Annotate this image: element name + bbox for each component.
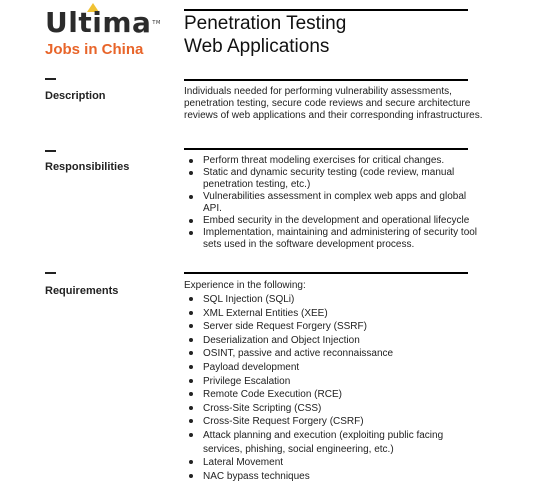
responsibilities-label: Responsibilities	[45, 161, 130, 173]
list-item: Perform threat modeling exercises for critical changes.	[184, 155, 484, 167]
list-item: SQL Injection (SQLi)	[184, 293, 484, 307]
list-item: Server side Request Forgery (SSRF)	[184, 320, 484, 334]
list-item: Payload development	[184, 361, 484, 375]
title-rule	[184, 9, 468, 11]
responsibilities-dash	[45, 150, 56, 152]
brand-tagline: Jobs in China	[45, 41, 144, 58]
responsibilities-rule	[184, 148, 468, 150]
list-item: Attack planning and execution (exploiting public facing services, phishing, social engineering, etc.)	[184, 429, 484, 456]
description-label: Description	[45, 90, 106, 102]
requirements-intro: Experience in the following:	[184, 280, 306, 291]
list-item: Privilege Escalation	[184, 375, 484, 389]
title-line-1: Penetration Testing	[184, 13, 347, 34]
list-item: XML External Entities (XEE)	[184, 307, 484, 321]
requirements-dash	[45, 272, 56, 274]
list-item: Vulnerabilities assessment in complex web apps and global API.	[184, 191, 484, 215]
title-line-2: Web Applications	[184, 36, 330, 57]
list-item: Cross-Site Request Forgery (CSRF)	[184, 415, 484, 429]
description-rule	[184, 79, 468, 81]
logo	[45, 7, 161, 39]
list-item: NAC bypass techniques	[184, 470, 484, 484]
requirements-rule	[184, 272, 468, 274]
list-item: Embed security in the development and operational lifecycle	[184, 215, 484, 227]
list-item: Lateral Movement	[184, 456, 484, 470]
list-item: Static and dynamic security testing (code review, manual penetration testing, etc.)	[184, 167, 484, 191]
requirements-list	[184, 293, 484, 483]
logo-trademark: TM	[152, 20, 161, 26]
list-item: Cross-Site Scripting (CSS)	[184, 402, 484, 416]
list-item: Implementation, maintaining and administering of security tool sets used in the software development process.	[184, 227, 484, 251]
description-dash	[45, 78, 56, 80]
list-item: Remote Code Execution (RCE)	[184, 388, 484, 402]
responsibilities-list	[184, 155, 484, 251]
list-item: Deserialization and Object Injection	[184, 334, 484, 348]
description-text: Individuals needed for performing vulnerability assessments, penetration testing, secure code reviews and secure architecture reviews of web applications and their corresponding infrastructures.	[184, 86, 483, 121]
logo-text: Ultima	[45, 6, 152, 39]
list-item: OSINT, passive and active reconnaissance	[184, 347, 484, 361]
requirements-label: Requirements	[45, 285, 119, 297]
page-title	[184, 12, 346, 58]
